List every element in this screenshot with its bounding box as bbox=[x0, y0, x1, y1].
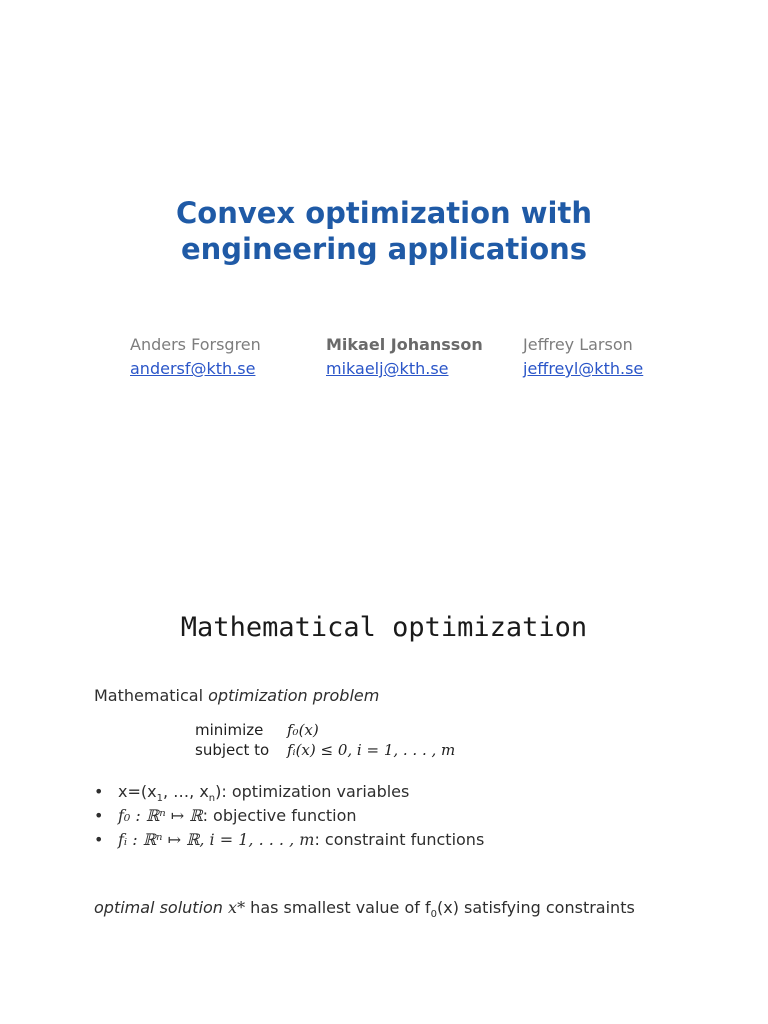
optimal-symbol: x* bbox=[228, 898, 246, 917]
title-line-1: Convex optimization with bbox=[175, 196, 593, 230]
title-line-2: engineering applications bbox=[180, 232, 588, 266]
constraint-expression: fᵢ(x) ≤ 0, i = 1, . . . , m bbox=[287, 741, 456, 759]
author-list bbox=[130, 334, 690, 394]
author-name: Anders Forsgren bbox=[130, 335, 261, 354]
list-item: • $x=(x_1$, …, $x_n$): optimization variables bbox=[94, 782, 410, 805]
optimization-problem bbox=[195, 720, 455, 760]
definition-list bbox=[94, 780, 484, 852]
author-email-link[interactable]: mikaelj@kth.se bbox=[326, 359, 449, 378]
bullet-icon: • bbox=[94, 830, 104, 849]
minimize-expression: f₀(x) bbox=[287, 721, 319, 739]
list-item: • f₀ : ℝⁿ ↦ ℝ: objective function bbox=[94, 804, 484, 828]
intro-line bbox=[94, 686, 379, 705]
subject-to-row bbox=[195, 740, 455, 760]
author-forsgren bbox=[130, 334, 261, 382]
author-name: Jeffrey Larson bbox=[523, 335, 633, 354]
intro-italic: optimization problem bbox=[208, 686, 380, 705]
author-larson bbox=[523, 334, 643, 382]
bullet-icon: • bbox=[94, 782, 104, 801]
author-name: Mikael Johansson bbox=[326, 335, 483, 354]
optimal-label: optimal solution bbox=[94, 898, 223, 917]
author-email-link[interactable]: andersf@kth.se bbox=[130, 359, 256, 378]
bullet-icon: • bbox=[94, 806, 104, 825]
minimize-label: minimize bbox=[195, 721, 264, 739]
minimize-row bbox=[195, 720, 455, 740]
math-expression: f₀ : ℝⁿ ↦ ℝ bbox=[118, 806, 203, 825]
math-expression: fᵢ : ℝⁿ ↦ ℝ, i = 1, . . . , m bbox=[118, 830, 315, 849]
author-email-link[interactable]: jeffreyl@kth.se bbox=[523, 359, 644, 378]
author-johansson bbox=[326, 334, 483, 382]
list-item: • fᵢ : ℝⁿ ↦ ℝ, i = 1, . . . , m: constraint functions bbox=[94, 828, 484, 852]
subject-to-label: subject to bbox=[195, 741, 270, 759]
intro-plain: Mathematical bbox=[94, 686, 204, 705]
section-title: Mathematical optimization bbox=[180, 612, 588, 643]
optimal-solution-line: optimal solution x* has smallest value of $f_0(x)$ satisfying constraints bbox=[94, 898, 635, 921]
